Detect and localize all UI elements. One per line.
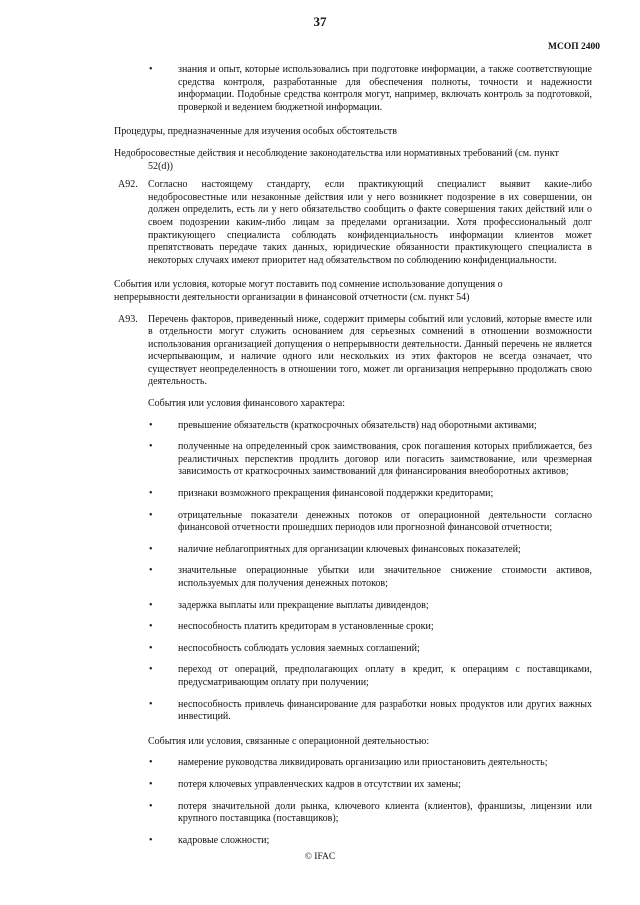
operational-list — [114, 757, 592, 847]
list-item-text: намерение руководства ликвидировать организацию или приостановить деятельность; — [178, 757, 548, 769]
bullet-icon: • — [149, 800, 153, 812]
list-item-text: признаки возможного прекращения финансовой поддержки кредиторами; — [178, 488, 494, 500]
list-item-text: кадровые сложности; — [178, 834, 270, 846]
bullet-icon: • — [149, 419, 153, 431]
bullet-icon: • — [149, 599, 153, 611]
list-item-text: переход от операций, предполагающих оплату в кредит, к операциям с поставщиками, предусматривающим оплату при получении; — [178, 664, 592, 688]
bullet-icon: • — [149, 543, 153, 555]
financial-heading: События или условия финансового характера: — [148, 398, 346, 410]
list-item-text: неспособность платить кредиторам в установленные сроки; — [178, 621, 434, 633]
bullet-icon: • — [149, 565, 153, 577]
list-item-text: полученные на определенный срок заимствования, срок погашения которых приближается, без реалистичных перспектив продлить договор или погасить заимствование, или чрезмерная зависимость от краткосрочных заимствований для финансирования внеоборотных активов; — [178, 441, 592, 478]
list-item-text: задержка выплаты или прекращение выплаты дивидендов; — [178, 599, 429, 611]
list-item — [114, 544, 592, 557]
list-item — [114, 565, 592, 590]
operational-heading: События или условия, связанные с операционной деятельностью: — [148, 735, 430, 747]
list-item — [114, 779, 592, 792]
list-item — [114, 488, 592, 501]
page-body — [114, 64, 592, 847]
bullet-icon: • — [149, 664, 153, 676]
list-item — [114, 510, 592, 535]
subheading-going-concern — [114, 279, 592, 304]
bullet-icon: • — [149, 778, 153, 790]
list-item — [114, 664, 592, 689]
list-item — [114, 621, 592, 634]
list-item-text: потеря ключевых управленческих кадров в отсутствии их замены; — [178, 778, 461, 790]
bullet-icon: • — [149, 834, 153, 846]
paragraph-number: А92. — [118, 179, 138, 191]
subheading-misconduct — [114, 148, 592, 173]
copyright-footer: © IFAC — [304, 852, 336, 862]
list-item — [114, 801, 592, 826]
paragraph-a92 — [114, 179, 592, 267]
list-item — [114, 757, 592, 770]
paragraph-a93 — [114, 314, 592, 390]
list-item — [114, 835, 592, 848]
list-item — [114, 420, 592, 433]
list-item-text: значительные операционные убытки или значительное снижение стоимости активов, используемых для получения денежных потоков; — [178, 565, 592, 589]
bullet-icon: • — [149, 64, 153, 75]
list-item-text: неспособность привлечь финансирование для разработки новых продуктов или других важных инвестиций. — [178, 698, 592, 723]
bullet-icon: • — [149, 698, 153, 710]
list-item — [114, 699, 592, 724]
list-item-text: отрицательные показатели денежных потоков от операционной деятельности согласно финансовой отчетности прошедших периодов или прогнозной финансовой отчетности; — [178, 509, 592, 534]
list-item — [114, 600, 592, 613]
list-item-text: потеря значительной доли рынка, ключевого клиента (клиентов), франшизы, лицензии или крупного поставщика (поставщиков); — [178, 800, 592, 825]
intro-bullet — [114, 64, 592, 114]
page-number: 37 — [313, 14, 327, 29]
list-item-text: наличие неблагоприятных для организации ключевых финансовых показателей; — [178, 543, 521, 555]
subheading-line: непрерывности деятельности организации в финансовой отчетности (см. пункт 54) — [114, 291, 470, 303]
bullet-icon: • — [149, 621, 153, 633]
bullet-text: знания и опыт, которые использовались при подготовке информации, а также соответствующие средства контроля, разработанные для обеспечения полноты, точности и надежности информации. Подобные средства контроля могут, например, включать контроль за подготовкой, проверкой и ведением бюджетной информации. — [178, 64, 592, 113]
bullet-icon: • — [149, 757, 153, 769]
bullet-icon: • — [149, 642, 153, 654]
section-heading: Процедуры, предназначенные для изучения особых обстоятельств — [114, 126, 397, 138]
list-item-text: превышение обязательств (краткосрочных обязательств) над оборотными активами; — [178, 419, 537, 431]
paragraph-text: Перечень факторов, приведенный ниже, содержит примеры событий или условий, которые вместе или в отдельности могут служить основанием для серьезных сомнений в отношении возможности использования организацией допущения о непрерывности деятельности. Данный перечень не является исчерпывающим, и наличие одного или нескольких из этих факторов не всегда означает, что существует неопределенность в отношении того, может ли организация непрерывно продолжать свою деятельность. — [148, 313, 592, 388]
bullet-icon: • — [149, 441, 153, 453]
subheading-line: Недобросовестные действия и несоблюдение законодательства или нормативных требований (см. пункт — [114, 147, 559, 159]
subheading-line: События или условия, которые могут поставить под сомнение использование допущения о — [114, 279, 503, 291]
subheading-line: 52(d)) — [148, 160, 173, 172]
list-item — [114, 643, 592, 656]
bullet-icon: • — [149, 509, 153, 521]
bullet-icon: • — [149, 488, 153, 500]
paragraph-text: Согласно настоящему стандарту, если практикующий специалист выявит какие-либо недобросовестные или незаконные действия или у него возникнет подозрение в их совершении, он должен определить, есть ли у него обязательство сообщить о факте совершения таких действий или о своем подозрении каким-либо лицам за пределами организации. Хотя профессиональный долг практикующего специалиста соблюдать конфиденциальность информации клиентов может препятствовать передаче таких данных, юридические обязанности практикующего специалиста в некоторых случаях имеют приоритет над обязательством по соблюдению конфиденциальности. — [148, 179, 592, 266]
list-item-text: неспособность соблюдать условия заемных соглашений; — [178, 642, 420, 654]
list-item — [114, 441, 592, 479]
paragraph-number: А93. — [118, 313, 138, 325]
financial-list — [114, 420, 592, 724]
document-code: МСОП 2400 — [548, 42, 600, 52]
